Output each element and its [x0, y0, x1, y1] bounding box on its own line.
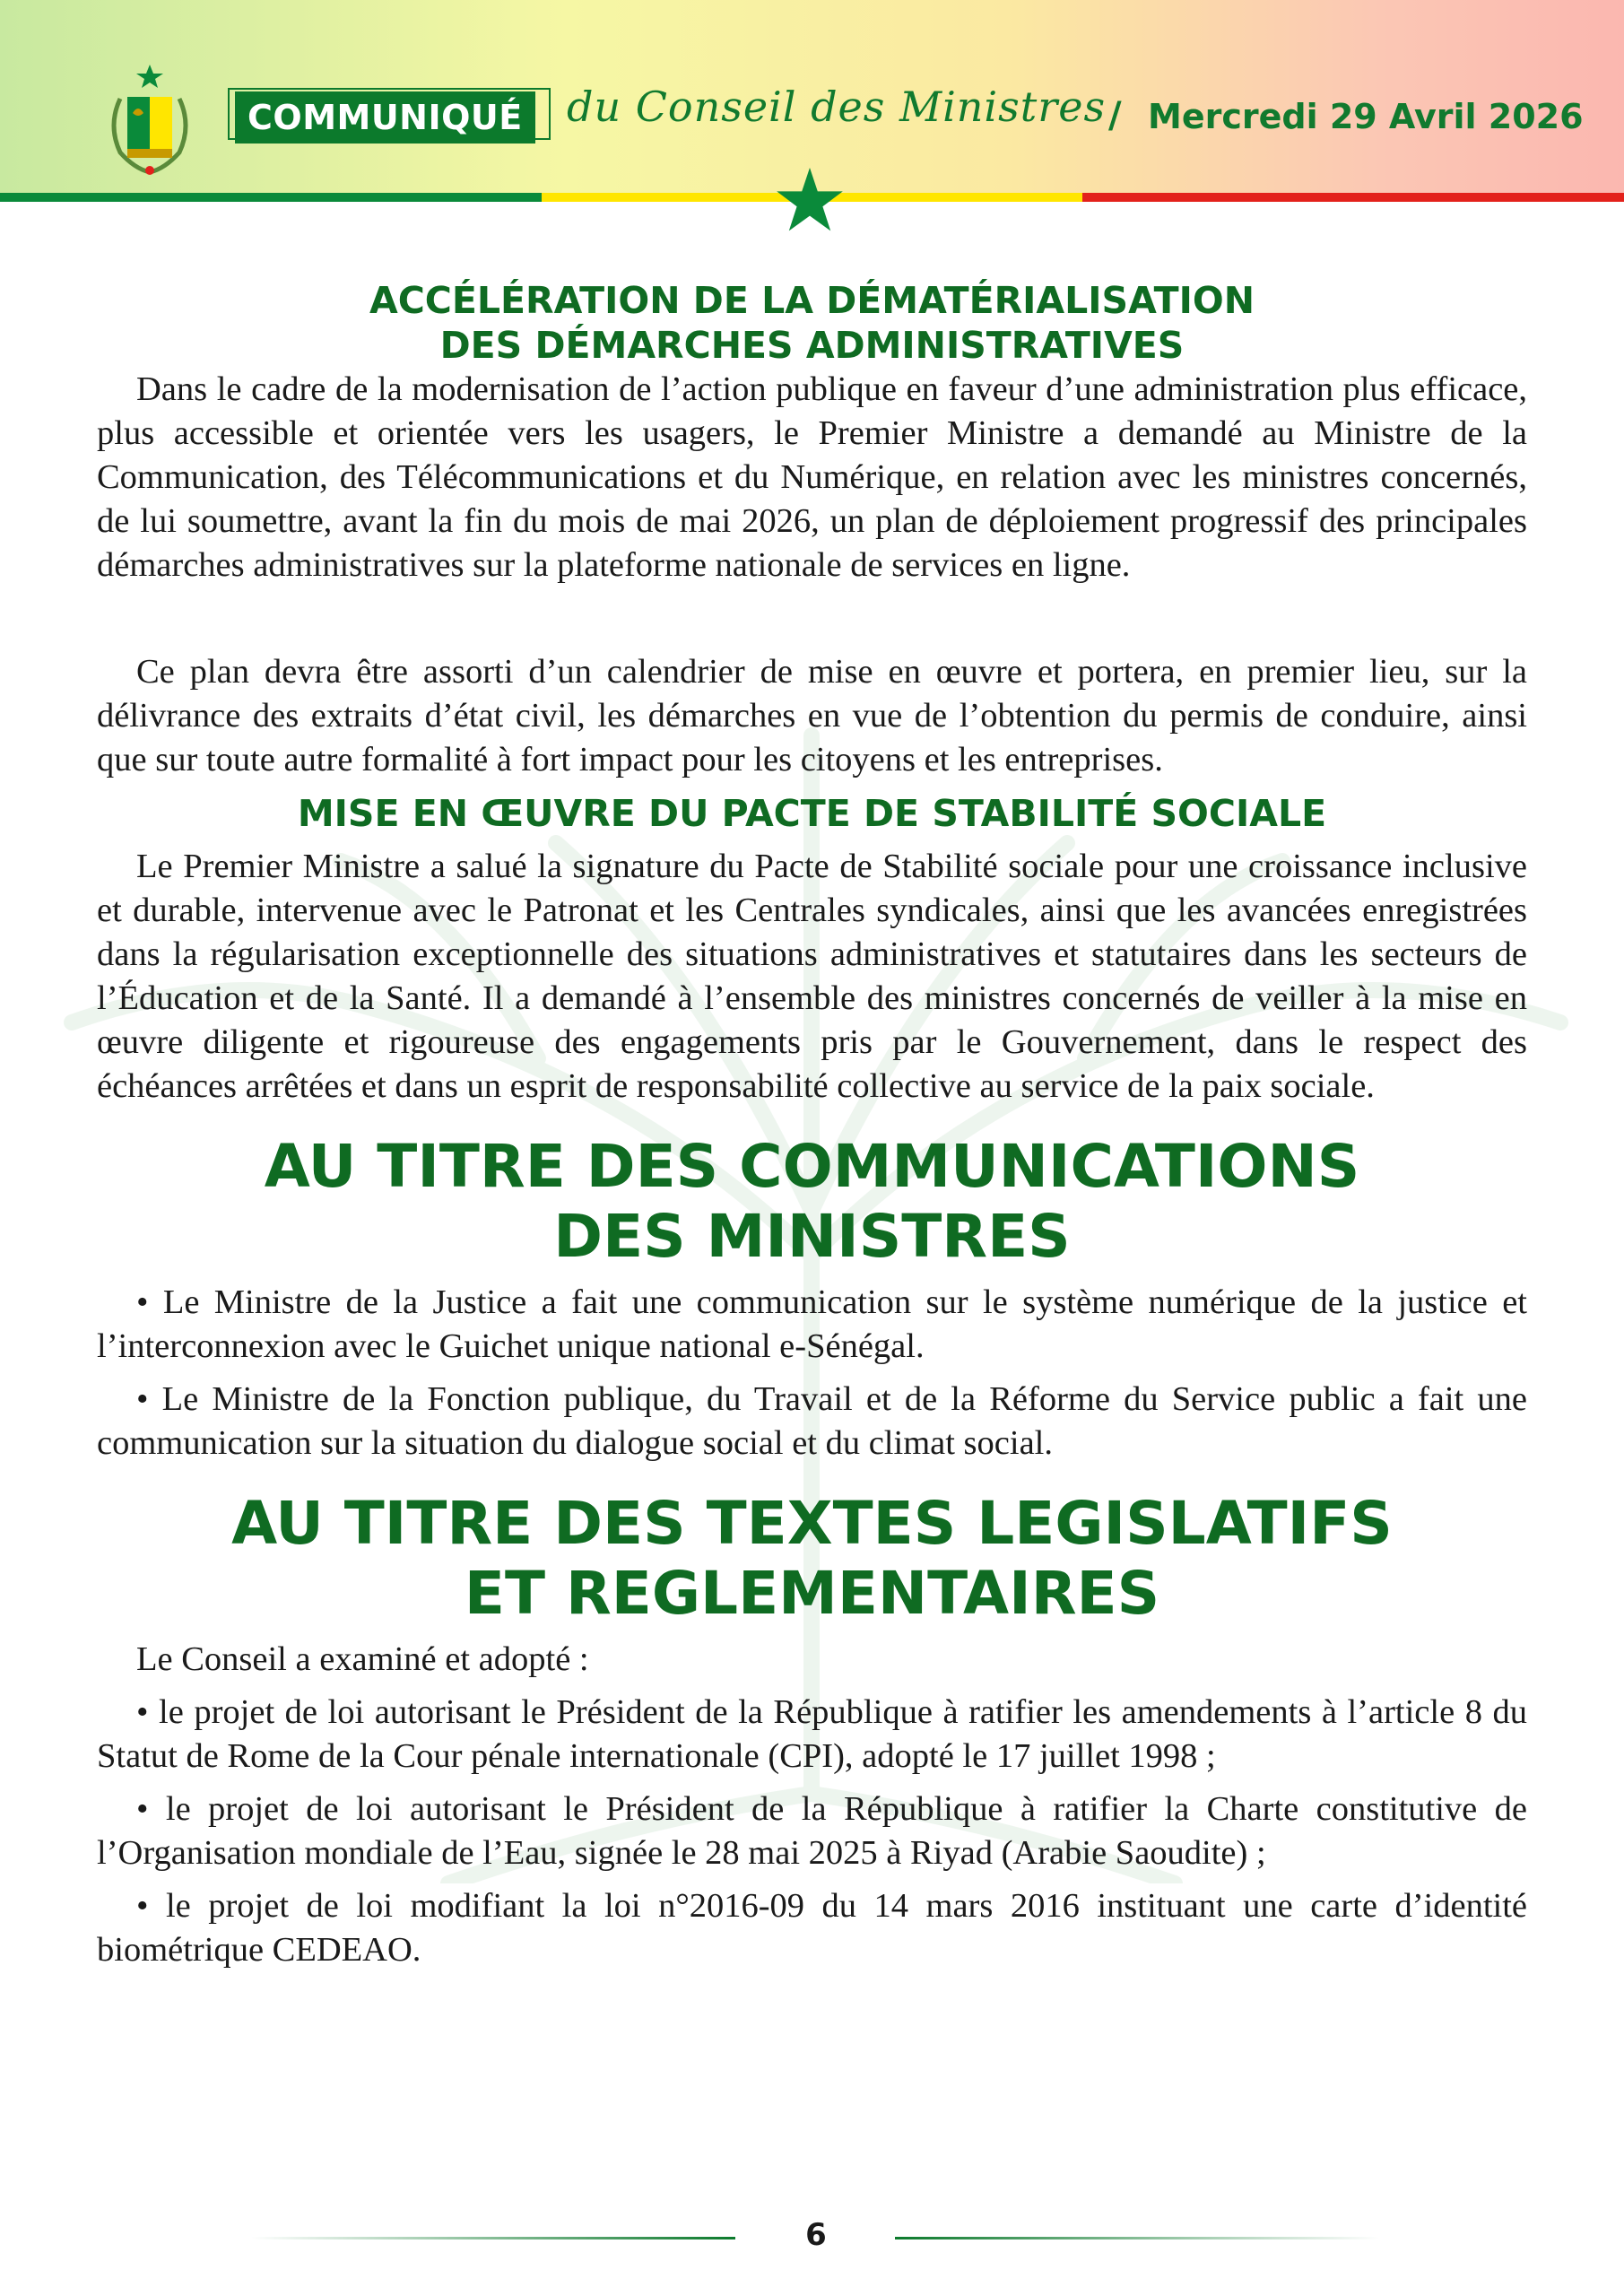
- page-number: 6: [805, 2217, 827, 2253]
- section-title-line: DES MINISTRES: [553, 1202, 1071, 1271]
- paragraph: Le Premier Ministre a salué la signature du Pacte de Stabilité sociale pour une croissance inclusive et durable, intervenue avec le Patronat et les Centrales syndicales, ainsi que les avancées enregistrées dans la régularisation exceptionnelle des situations administratives et statutaires dans les secteurs de l’Éducation et de la Santé. Il a demandé à l’ensemble des ministres concernés de veiller à la mise en œuvre diligente et rigoureuse des engagements pris par le Gouvernement, dans le respect des échéances arrêtées et dans un esprit de responsabilité collective au service de la paix sociale.: [97, 848, 1527, 1105]
- section-title-line: DES DÉMARCHES ADMINISTRATIVES: [439, 324, 1185, 367]
- header-separator: /: [1108, 95, 1122, 136]
- section-title-textes: [97, 1489, 1527, 1629]
- list-item: • le projet de loi autorisant le Président de la République à ratifier la Charte constitutive de l’Organisation mondiale de l’Eau, signée le 28 mai 2025 à Riyad (Arabie Saoudite) ;: [97, 1790, 1527, 1872]
- star-icon: [774, 164, 846, 236]
- senegal-seal-icon: [100, 63, 199, 181]
- section-title-line: AU TITRE DES COMMUNICATIONS: [264, 1132, 1360, 1201]
- footer-divider: [895, 2237, 1379, 2239]
- document-body: [97, 278, 1527, 1972]
- flag-stripe-red: [1082, 193, 1624, 202]
- paragraph: Dans le cadre de la modernisation de l’action publique en faveur d’une administration plus efficace, plus accessible et orientée vers les usagers, le Premier Ministre a demandé au Ministre de la Communication, des Télécommunications et du Numérique, en relation avec les ministres concernés, de lui soumettre, avant la fin du mois de mai 2026, un plan de déploiement progressif des principales démarches administratives sur la plateforme nationale de services en ligne.: [97, 370, 1527, 584]
- list-item: • le projet de loi modifiant la loi n°2016-09 du 14 mars 2016 instituant une carte d’identité biométrique CEDEAO.: [97, 1887, 1527, 1969]
- section-title-line: ET REGLEMENTAIRES: [464, 1559, 1160, 1628]
- section-title-communications: [97, 1132, 1527, 1272]
- footer-divider: [251, 2237, 735, 2239]
- list-item: • Le Ministre de la Justice a fait une communication sur le système numérique de la justice et l’interconnexion avec le Guichet unique national e-Sénégal.: [97, 1283, 1527, 1365]
- section-title-pacte: MISE EN ŒUVRE DU PACTE DE STABILITÉ SOCIALE: [297, 792, 1327, 835]
- council-title: du Conseil des Ministres: [567, 83, 1107, 131]
- paragraph: Ce plan devra être assorti d’un calendrier de mise en œuvre et portera, en premier lieu, sur la délivrance des extraits d’état civil, les démarches en vue de l’obtention du permis de conduire, ainsi que sur toute autre formalité à fort impact pour les citoyens et les entreprises.: [97, 653, 1527, 778]
- flag-stripe-green: [0, 193, 542, 202]
- section-title-line: AU TITRE DES TEXTES LEGISLATIFS: [231, 1489, 1393, 1558]
- section-title-line: ACCÉLÉRATION DE LA DÉMATÉRIALISATION: [369, 279, 1255, 322]
- paragraph: Le Conseil a examiné et adopté :: [136, 1640, 589, 1678]
- list-item: • le projet de loi autorisant le Président de la République à ratifier les amendements à l’article 8 du Statut de Rome de la Cour pénale internationale (CPI), adopté le 17 juillet 1998 ;: [97, 1693, 1527, 1775]
- list-item: • Le Ministre de la Fonction publique, du Travail et de la Réforme du Service public a fait une communication sur la situation du dialogue social et du climat social.: [97, 1380, 1527, 1462]
- communique-badge: COMMUNIQUÉ: [235, 91, 535, 144]
- section-title-dematerialisation: [97, 278, 1527, 368]
- meeting-date: Mercredi 29 Avril 2026: [1148, 97, 1584, 136]
